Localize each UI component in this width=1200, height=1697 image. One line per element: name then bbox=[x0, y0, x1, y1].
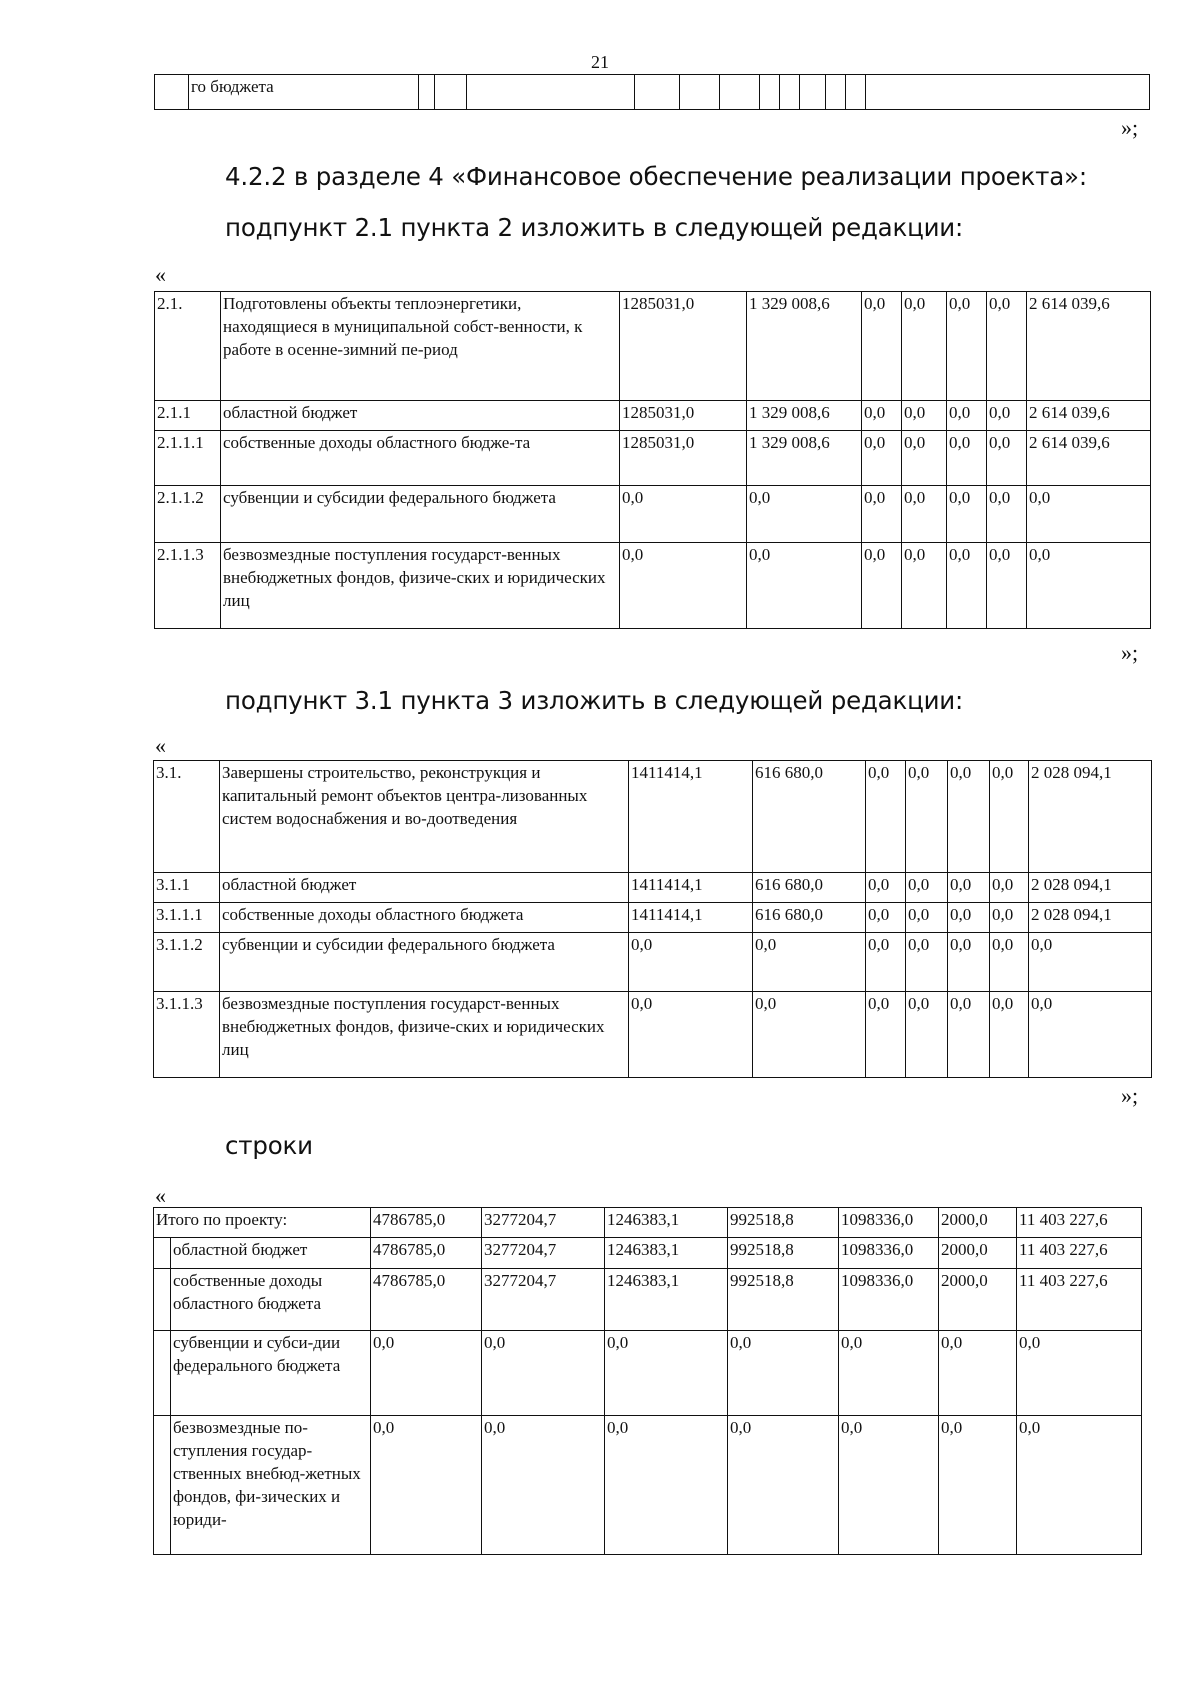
value-cell: 1098336,0 bbox=[839, 1269, 939, 1331]
value-cell: 0,0 bbox=[866, 992, 906, 1078]
row-name: безвозмездные по-ступления государ-ственных внебюд-жетных фондов, фи-зических и юриди- bbox=[171, 1416, 371, 1555]
value-cell: 0,0 bbox=[728, 1331, 839, 1416]
value-cell: 0,0 bbox=[990, 903, 1029, 933]
value-cell: 1411414,1 bbox=[629, 903, 753, 933]
row-number: 2.1.1.1 bbox=[155, 431, 221, 486]
value-cell: 4786785,0 bbox=[371, 1208, 482, 1238]
table-row bbox=[154, 873, 1152, 903]
value-cell: 11 403 227,6 bbox=[1017, 1208, 1142, 1238]
value-cell: 0,0 bbox=[862, 401, 902, 431]
value-cell: 0,0 bbox=[902, 431, 947, 486]
top-fragment-table bbox=[154, 74, 1150, 110]
value-cell: 0,0 bbox=[839, 1331, 939, 1416]
row-name: собственные доходы областного бюдже-та bbox=[221, 431, 620, 486]
row-number: 3.1.1.3 bbox=[154, 992, 220, 1078]
value-cell: 0,0 bbox=[371, 1331, 482, 1416]
row-name: субвенции и субсидии федерального бюджета bbox=[220, 933, 629, 992]
value-cell: 0,0 bbox=[902, 401, 947, 431]
value-cell: 0,0 bbox=[605, 1331, 728, 1416]
value-cell: 0,0 bbox=[906, 933, 948, 992]
table-row bbox=[155, 543, 1151, 629]
value-cell: 0,0 bbox=[947, 401, 987, 431]
open-quote-3: « bbox=[155, 1183, 166, 1208]
value-cell: 616 680,0 bbox=[753, 761, 866, 873]
value-cell: 992518,8 bbox=[728, 1269, 839, 1331]
row-number: 2.1.1.3 bbox=[155, 543, 221, 629]
row-name: областной бюджет bbox=[221, 401, 620, 431]
value-cell: 0,0 bbox=[987, 486, 1027, 543]
value-cell: 0,0 bbox=[990, 992, 1029, 1078]
value-cell: 1098336,0 bbox=[839, 1238, 939, 1269]
open-quote-2: « bbox=[155, 733, 166, 758]
value-cell: 0,0 bbox=[629, 992, 753, 1078]
value-cell: 4786785,0 bbox=[371, 1269, 482, 1331]
value-cell: 0,0 bbox=[987, 401, 1027, 431]
row-number: 3.1.1.1 bbox=[154, 903, 220, 933]
value-cell: 1411414,1 bbox=[629, 761, 753, 873]
value-cell: 0,0 bbox=[1017, 1331, 1142, 1416]
value-cell: 0,0 bbox=[990, 873, 1029, 903]
value-cell: 1 329 008,6 bbox=[747, 431, 862, 486]
value-cell: 0,0 bbox=[629, 933, 753, 992]
value-cell: 1285031,0 bbox=[620, 292, 747, 401]
value-cell: 1411414,1 bbox=[629, 873, 753, 903]
value-cell: 0,0 bbox=[902, 292, 947, 401]
value-cell: 0,0 bbox=[947, 543, 987, 629]
value-cell: 1 329 008,6 bbox=[747, 292, 862, 401]
row-number: 2.1. bbox=[155, 292, 221, 401]
value-cell: 4786785,0 bbox=[371, 1238, 482, 1269]
value-cell: 0,0 bbox=[947, 486, 987, 543]
row-name: Итого по проекту: bbox=[154, 1208, 371, 1238]
value-cell: 0,0 bbox=[866, 933, 906, 992]
value-cell: 0,0 bbox=[862, 543, 902, 629]
value-cell: 0,0 bbox=[948, 933, 990, 992]
page-number: 21 bbox=[591, 52, 609, 72]
value-cell: 0,0 bbox=[1029, 992, 1152, 1078]
value-cell: 0,0 bbox=[862, 486, 902, 543]
value-cell: 0,0 bbox=[906, 903, 948, 933]
value-cell: 0,0 bbox=[1027, 543, 1151, 629]
value-cell: 0,0 bbox=[753, 933, 866, 992]
value-cell: 0,0 bbox=[987, 292, 1027, 401]
row-name: областной бюджет bbox=[171, 1238, 371, 1269]
value-cell: 11 403 227,6 bbox=[1017, 1269, 1142, 1331]
table-2-1 bbox=[154, 291, 1151, 629]
value-cell: 0,0 bbox=[939, 1416, 1017, 1555]
value-cell: 0,0 bbox=[990, 933, 1029, 992]
value-cell: 3277204,7 bbox=[482, 1208, 605, 1238]
value-cell: 0,0 bbox=[482, 1331, 605, 1416]
value-cell: 0,0 bbox=[862, 292, 902, 401]
table-row bbox=[154, 1208, 1142, 1238]
value-cell: 0,0 bbox=[987, 431, 1027, 486]
close-quote-1: »; bbox=[1121, 115, 1139, 140]
row-name: субвенции и субсидии федерального бюджета bbox=[221, 486, 620, 543]
row-name: собственные доходы областного бюджета bbox=[171, 1269, 371, 1331]
row-name: собственные доходы областного бюджета bbox=[220, 903, 629, 933]
value-cell: 992518,8 bbox=[728, 1208, 839, 1238]
table-row bbox=[154, 1416, 1142, 1555]
value-cell: 992518,8 bbox=[728, 1238, 839, 1269]
value-cell: 0,0 bbox=[987, 543, 1027, 629]
value-cell: 1285031,0 bbox=[620, 431, 747, 486]
table-row bbox=[155, 292, 1151, 401]
value-cell: 2000,0 bbox=[939, 1208, 1017, 1238]
value-cell: 0,0 bbox=[947, 292, 987, 401]
heading-4-2-2: 4.2.2 в разделе 4 «Финансовое обеспечение реализации проекта»: bbox=[225, 162, 1087, 191]
value-cell: 0,0 bbox=[620, 543, 747, 629]
value-cell: 0,0 bbox=[620, 486, 747, 543]
row-name: областной бюджет bbox=[220, 873, 629, 903]
value-cell: 0,0 bbox=[939, 1331, 1017, 1416]
table-row bbox=[154, 1269, 1142, 1331]
table-row bbox=[154, 761, 1152, 873]
table-row bbox=[155, 401, 1151, 431]
table-3-1 bbox=[153, 760, 1152, 1078]
value-cell: 616 680,0 bbox=[753, 873, 866, 903]
value-cell: 0,0 bbox=[990, 761, 1029, 873]
value-cell: 2 028 094,1 bbox=[1029, 873, 1152, 903]
row-number: 2.1.1.2 bbox=[155, 486, 221, 543]
value-cell: 0,0 bbox=[866, 761, 906, 873]
value-cell: 0,0 bbox=[1017, 1416, 1142, 1555]
instruction-rows: строки bbox=[225, 1131, 313, 1160]
table-row bbox=[154, 992, 1152, 1078]
table-row bbox=[154, 933, 1152, 992]
row-name: субвенции и субси-дии федерального бюджета bbox=[171, 1331, 371, 1416]
value-cell: 2 028 094,1 bbox=[1029, 903, 1152, 933]
table-row bbox=[155, 431, 1151, 486]
value-cell: 0,0 bbox=[866, 873, 906, 903]
value-cell: 0,0 bbox=[753, 992, 866, 1078]
value-cell: 0,0 bbox=[948, 992, 990, 1078]
value-cell: 1285031,0 bbox=[620, 401, 747, 431]
row-name: Завершены строительство, реконструкция и капитальный ремонт объектов центра-лизованных систем водоснабжения и во-доотведения bbox=[220, 761, 629, 873]
value-cell: 0,0 bbox=[948, 873, 990, 903]
value-cell: 0,0 bbox=[906, 761, 948, 873]
instruction-2-1: подпункт 2.1 пункта 2 изложить в следующей редакции: bbox=[225, 213, 964, 242]
value-cell: 2 028 094,1 bbox=[1029, 761, 1152, 873]
value-cell: 0,0 bbox=[728, 1416, 839, 1555]
value-cell: 0,0 bbox=[948, 761, 990, 873]
row-name: Подготовлены объекты теплоэнергетики, находящиеся в муниципальной собст-венности, к работе в осенне-зимний пе-риод bbox=[221, 292, 620, 401]
value-cell: 0,0 bbox=[605, 1416, 728, 1555]
value-cell: 0,0 bbox=[902, 486, 947, 543]
row-number: 3.1.1 bbox=[154, 873, 220, 903]
value-cell: 0,0 bbox=[482, 1416, 605, 1555]
open-quote-1: « bbox=[155, 262, 166, 287]
row-number: 3.1. bbox=[154, 761, 220, 873]
value-cell: 0,0 bbox=[1027, 486, 1151, 543]
value-cell: 3277204,7 bbox=[482, 1269, 605, 1331]
value-cell: 1246383,1 bbox=[605, 1269, 728, 1331]
value-cell: 0,0 bbox=[902, 543, 947, 629]
table-row bbox=[154, 903, 1152, 933]
row-number: 2.1.1 bbox=[155, 401, 221, 431]
row-number: 3.1.1.2 bbox=[154, 933, 220, 992]
value-cell: 2 614 039,6 bbox=[1027, 401, 1151, 431]
value-cell: 0,0 bbox=[747, 486, 862, 543]
value-cell: 0,0 bbox=[862, 431, 902, 486]
value-cell: 0,0 bbox=[906, 992, 948, 1078]
value-cell: 2 614 039,6 bbox=[1027, 431, 1151, 486]
row-name: безвозмездные поступления государст-венных внебюджетных фондов, физиче-ских и юридических лиц bbox=[220, 992, 629, 1078]
value-cell: 2000,0 bbox=[939, 1269, 1017, 1331]
table-row bbox=[154, 1331, 1142, 1416]
value-cell: 1246383,1 bbox=[605, 1238, 728, 1269]
value-cell: 0,0 bbox=[839, 1416, 939, 1555]
value-cell: 0,0 bbox=[948, 903, 990, 933]
value-cell: 2 614 039,6 bbox=[1027, 292, 1151, 401]
value-cell: 616 680,0 bbox=[753, 903, 866, 933]
close-quote-3: »; bbox=[1121, 1083, 1139, 1108]
value-cell: 1246383,1 bbox=[605, 1208, 728, 1238]
value-cell: 0,0 bbox=[747, 543, 862, 629]
top-fragment-text: го бюджета bbox=[189, 75, 419, 110]
instruction-3-1: подпункт 3.1 пункта 3 изложить в следующей редакции: bbox=[225, 686, 964, 715]
value-cell: 0,0 bbox=[1029, 933, 1152, 992]
table-row bbox=[154, 1238, 1142, 1269]
row-name: безвозмездные поступления государст-венных внебюджетных фондов, физиче-ских и юридических лиц bbox=[221, 543, 620, 629]
value-cell: 0,0 bbox=[947, 431, 987, 486]
value-cell: 2000,0 bbox=[939, 1238, 1017, 1269]
value-cell: 11 403 227,6 bbox=[1017, 1238, 1142, 1269]
value-cell: 3277204,7 bbox=[482, 1238, 605, 1269]
table-row bbox=[155, 486, 1151, 543]
value-cell: 0,0 bbox=[866, 903, 906, 933]
value-cell: 1098336,0 bbox=[839, 1208, 939, 1238]
table-total bbox=[153, 1207, 1142, 1555]
value-cell: 1 329 008,6 bbox=[747, 401, 862, 431]
value-cell: 0,0 bbox=[906, 873, 948, 903]
value-cell: 0,0 bbox=[371, 1416, 482, 1555]
close-quote-2: »; bbox=[1121, 640, 1139, 665]
